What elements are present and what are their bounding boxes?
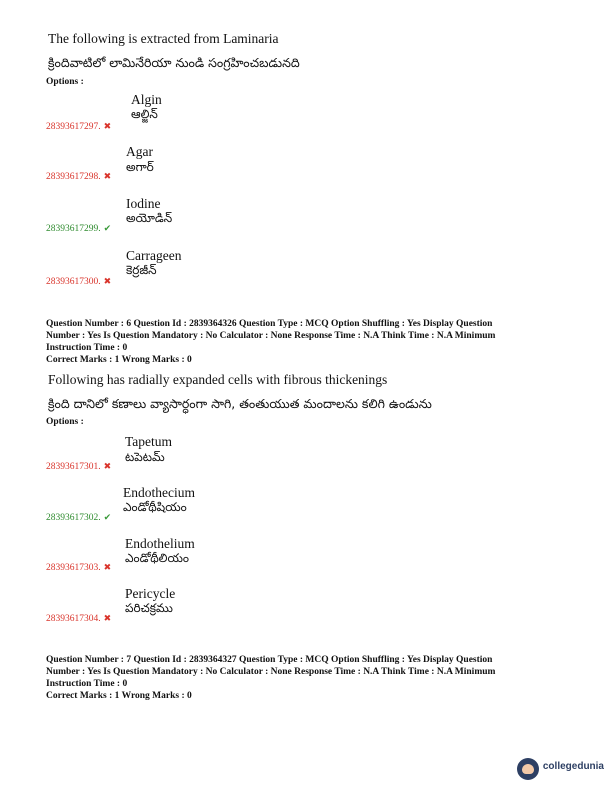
marks-line: Correct Marks : 1 Wrong Marks : 0 bbox=[46, 355, 192, 365]
option-id: 28393617302. bbox=[46, 513, 101, 523]
collegedunia-logo bbox=[517, 758, 604, 780]
option-id: 28393617304. bbox=[46, 614, 101, 624]
meta-line: Instruction Time : 0 bbox=[46, 679, 128, 689]
meta-line: Question Number : 7 Question Id : 2839364327 Question Type : MCQ Option Shuffling : Yes Display Question bbox=[46, 655, 493, 665]
option-id-row bbox=[46, 166, 111, 184]
wrong-mark-icon: ✖ bbox=[103, 614, 112, 624]
wrong-mark-icon: ✖ bbox=[103, 172, 112, 182]
logo-tagline bbox=[543, 772, 604, 777]
marks-line: Correct Marks : 1 Wrong Marks : 0 bbox=[46, 691, 192, 701]
option-en: Pericycle bbox=[125, 586, 176, 601]
question-text-te: క్రింది దానిలో కణాలు వ్యాసార్ధంగా సాగి, తంతుయుత మందాలను కలిగి ఉండును bbox=[48, 396, 432, 411]
option-te: ఎండోథీలియం bbox=[125, 551, 189, 565]
question-text-en: Following has radially expanded cells with fibrous thickenings bbox=[48, 372, 388, 387]
option-en: Endothelium bbox=[125, 536, 195, 551]
option-te: ఆల్జిన్ bbox=[131, 107, 158, 121]
check-mark-icon: ✔ bbox=[103, 224, 112, 234]
question-text-en: The following is extracted from Laminaria bbox=[48, 31, 279, 46]
option-te: కెర్రజీన్ bbox=[126, 263, 157, 277]
option-id-row bbox=[46, 116, 111, 134]
option-id-row bbox=[46, 271, 111, 289]
options-label: Options : bbox=[46, 77, 84, 87]
question-meta bbox=[46, 654, 566, 702]
option-id: 28393617303. bbox=[46, 563, 101, 573]
option-en: Carrageen bbox=[126, 248, 182, 263]
option-en: Iodine bbox=[126, 196, 161, 211]
option-en: Agar bbox=[126, 144, 153, 159]
logo-name: collegedunia bbox=[542, 760, 604, 772]
option-id: 28393617297. bbox=[46, 122, 101, 132]
option-id: 28393617301. bbox=[46, 462, 101, 472]
meta-line: Instruction Time : 0 bbox=[46, 343, 128, 353]
option-te: ఎండోథీషియం bbox=[123, 500, 187, 514]
option-id-row bbox=[46, 557, 111, 575]
wrong-mark-icon: ✖ bbox=[103, 277, 112, 287]
option-id-row bbox=[46, 608, 111, 626]
option-te: అయోడిన్ bbox=[126, 211, 173, 225]
wrong-mark-icon: ✖ bbox=[103, 462, 112, 472]
meta-line: Number : Yes Is Question Mandatory : No Calculator : None Response Time : N.A Think Time : N.A Minimum bbox=[46, 331, 496, 341]
option-en: Algin bbox=[131, 92, 162, 107]
option-en: Endothecium bbox=[123, 485, 195, 500]
option-id: 28393617300. bbox=[46, 277, 101, 287]
meta-line: Number : Yes Is Question Mandatory : No Calculator : None Response Time : N.A Think Time : N.A Minimum bbox=[46, 667, 496, 677]
option-te: టపెటమ్ bbox=[125, 450, 165, 464]
wrong-mark-icon: ✖ bbox=[103, 122, 112, 132]
question-text-te: క్రిందివాటిలో లామినేరియా నుండి సంగ్రహించబడునది bbox=[48, 55, 300, 70]
option-id-row bbox=[46, 507, 111, 525]
check-mark-icon: ✔ bbox=[103, 513, 112, 523]
option-id-row bbox=[46, 456, 111, 474]
option-id-row bbox=[46, 218, 111, 236]
meta-line: Question Number : 6 Question Id : 2839364326 Question Type : MCQ Option Shuffling : Yes Display Question bbox=[46, 319, 493, 329]
wrong-mark-icon: ✖ bbox=[103, 563, 112, 573]
option-te: పరిచక్రము bbox=[125, 601, 173, 615]
option-en: Tapetum bbox=[125, 434, 173, 449]
options-label: Options : bbox=[46, 417, 84, 427]
option-te: అగార్ bbox=[126, 160, 154, 174]
option-id: 28393617298. bbox=[46, 172, 101, 182]
option-id: 28393617299. bbox=[46, 224, 101, 234]
student-avatar-icon bbox=[517, 758, 539, 780]
question-meta bbox=[46, 318, 566, 366]
